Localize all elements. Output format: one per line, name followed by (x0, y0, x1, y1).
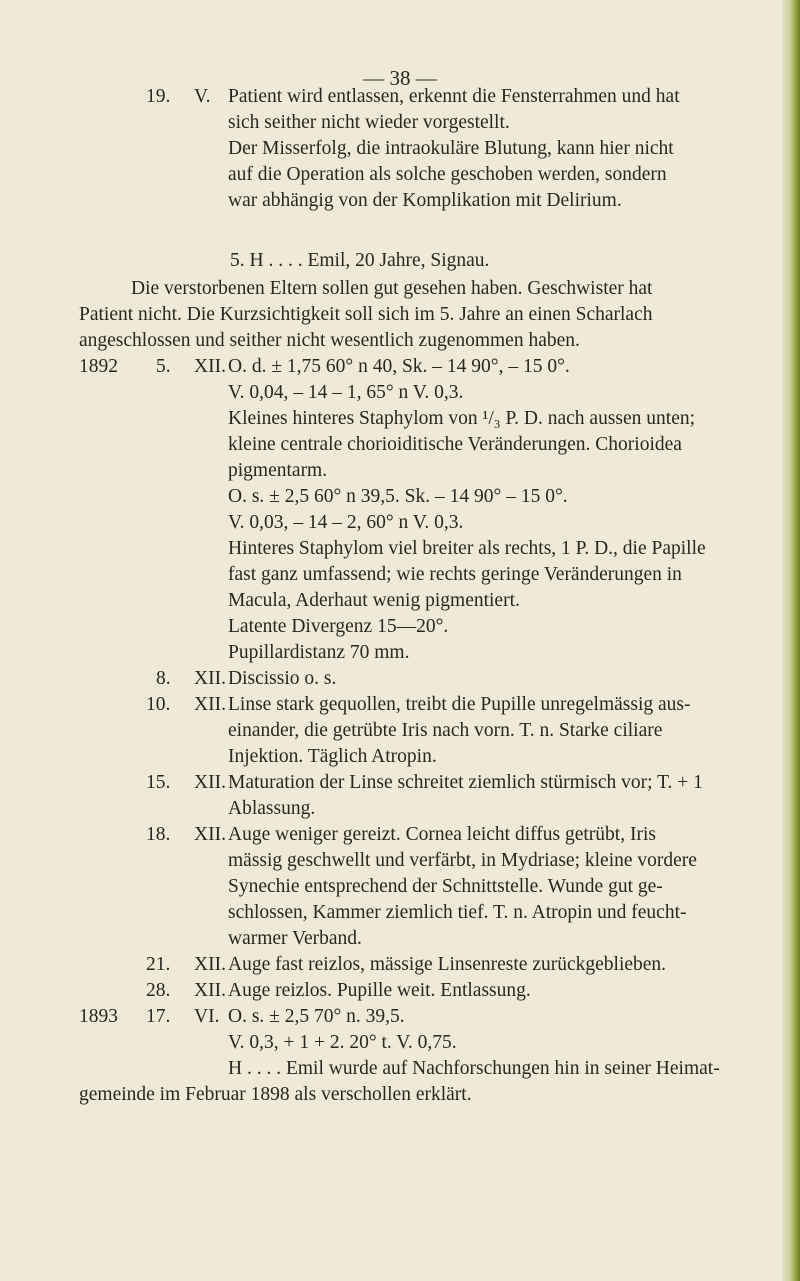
entry-day: 5. (156, 356, 171, 377)
entry-day: 8. (156, 668, 171, 689)
entry-month: XII. (194, 356, 226, 377)
line-text: Hinteres Staphylom viel breiter als rechts, 1 P. D., die Papille (228, 538, 706, 559)
line-text: Patient wird entlassen, erkennt die Fensterrahmen und hat (228, 86, 680, 107)
line-text: Pupillardistanz 70 mm. (228, 642, 410, 663)
entry-month: XII. (194, 668, 226, 689)
entry-day: 19. (146, 86, 171, 107)
line-text: Der Misserfolg, die intraokuläre Blutung, kann hier nicht (228, 138, 674, 159)
line-text: Auge fast reizlos, mässige Linsenreste zurückgeblieben. (228, 954, 667, 975)
entry-day: 21. (146, 954, 171, 975)
line-text: gemeinde im Februar 1898 als verschollen erklärt. (79, 1084, 472, 1105)
entry-day: 15. (146, 772, 171, 793)
line-text: auf die Operation als solche geschoben werden, sondern (228, 164, 667, 185)
line-text: warmer Verband. (228, 928, 362, 949)
entry-year: 1893 (79, 1006, 118, 1027)
line-text: H . . . . Emil wurde auf Nachforschungen hin in seiner Heimat- (228, 1058, 720, 1079)
line-text: Latente Divergenz 15—20°. (228, 616, 449, 637)
line-text: mässig geschwellt und verfärbt, in Mydriase; kleine vordere (228, 850, 697, 871)
line-text: Auge weniger gereizt. Cornea leicht diffus getrübt, Iris (228, 824, 656, 845)
entry-month: XII. (194, 824, 226, 845)
line-text: Maturation der Linse schreitet ziemlich stürmisch vor; T. + 1 (228, 772, 703, 793)
line-text: Auge reizlos. Pupille weit. Entlassung. (228, 980, 531, 1001)
line-text: O. d. ± 1,75 60° n 40, Sk. – 14 90°, – 15 0°. (228, 356, 570, 377)
line-text: 5. H . . . . Emil, 20 Jahre, Signau. (230, 250, 490, 271)
line-text: O. s. ± 2,5 70° n. 39,5. (228, 1006, 405, 1027)
entry-month: XII. (194, 954, 226, 975)
line-text: Linse stark gequollen, treibt die Pupille unregelmässig aus- (228, 694, 691, 715)
line-text: einander, die getrübte Iris nach vorn. T. n. Starke ciliare (228, 720, 663, 741)
entry-day: 10. (146, 694, 171, 715)
line-text: schlossen, Kammer ziemlich tief. T. n. Atropin und feucht- (228, 902, 687, 923)
line-text: angeschlossen und seither nicht wesentlich zugenommen haben. (79, 330, 580, 351)
line-text: Die verstorbenen Eltern sollen gut gesehen haben. Geschwister hat (131, 278, 653, 299)
line-text: kleine centrale chorioiditische Veränderungen. Chorioidea (228, 434, 682, 455)
line-text: Ablassung. (228, 798, 316, 819)
entry-month: XII. (194, 772, 226, 793)
page-edge (782, 0, 800, 1281)
line-text: Kleines hinteres Staphylom von ¹/₃ P. D. nach aussen unten; (228, 408, 696, 429)
line-text: Macula, Aderhaut wenig pigmentiert. (228, 590, 520, 611)
entry-day: 18. (146, 824, 171, 845)
entry-month: VI. (194, 1006, 220, 1027)
line-text: Discissio o. s. (228, 668, 337, 689)
line-text: Patient nicht. Die Kurzsichtigkeit soll sich im 5. Jahre an einen Scharlach (79, 304, 653, 325)
entry-day: 28. (146, 980, 171, 1001)
line-text: V. 0,03, – 14 – 2, 60° n V. 0,3. (228, 512, 464, 533)
entry-month: XII. (194, 694, 226, 715)
line-text: war abhängig von der Komplikation mit Delirium. (228, 190, 622, 211)
line-text: sich seither nicht wieder vorgestellt. (228, 112, 510, 133)
line-text: Injektion. Täglich Atropin. (228, 746, 437, 767)
line-text: pigmentarm. (228, 460, 328, 481)
line-text: V. 0,3, + 1 + 2. 20° t. V. 0,75. (228, 1032, 457, 1053)
entry-month: V. (194, 86, 211, 107)
entry-day: 17. (146, 1006, 171, 1027)
entry-month: XII. (194, 980, 226, 1001)
page-number: — 38 — (363, 66, 437, 90)
line-text: O. s. ± 2,5 60° n 39,5. Sk. – 14 90° – 15 0°. (228, 486, 568, 507)
entry-year: 1892 (79, 356, 118, 377)
line-text: fast ganz umfassend; wie rechts geringe Veränderungen in (228, 564, 682, 585)
line-text: V. 0,04, – 14 – 1, 65° n V. 0,3. (228, 382, 464, 403)
line-text: Synechie entsprechend der Schnittstelle. Wunde gut ge- (228, 876, 663, 897)
